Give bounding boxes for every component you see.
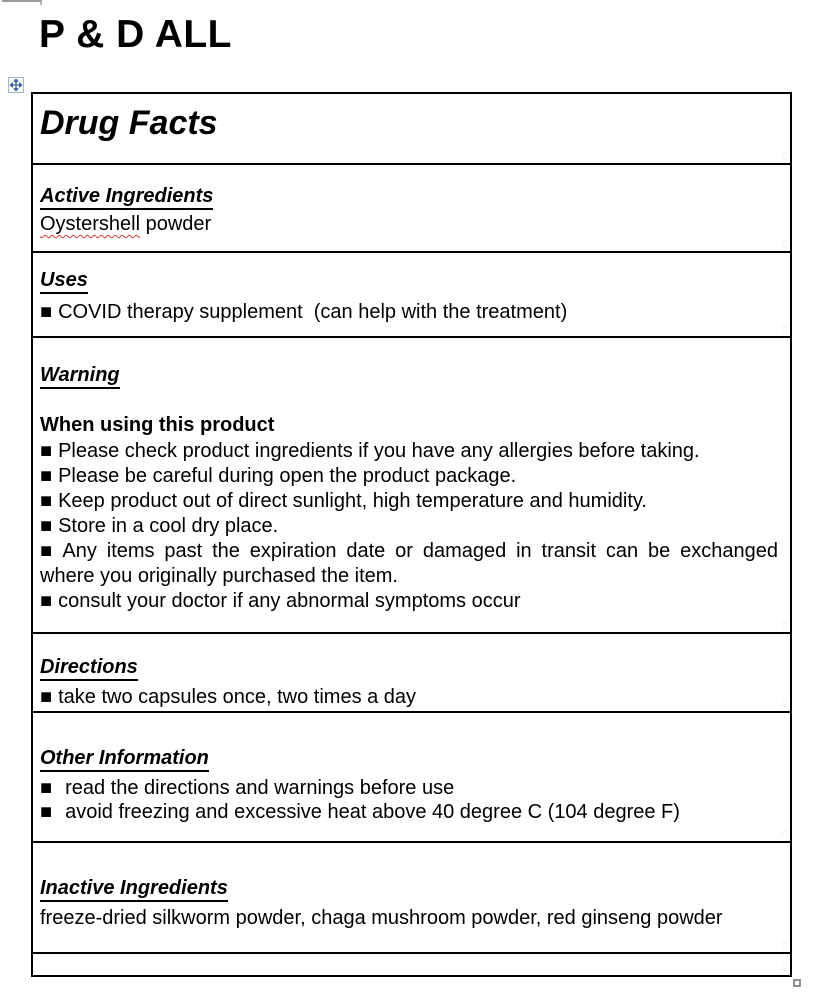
inactive-ingredients-section (33, 843, 790, 954)
uses-item: ■ COVID therapy supplement (can help with the treatment) (40, 301, 568, 323)
warning-heading: Warning (40, 364, 778, 389)
square-bullet-icon: ■ (40, 490, 53, 512)
warning-subheading: When using this product (40, 414, 275, 436)
other-information-heading: Other Information (40, 747, 778, 772)
warning-section (33, 338, 790, 634)
page-title: P & D ALL (39, 13, 233, 56)
empty-bottom-row (33, 954, 790, 975)
drug-facts-title: Drug Facts (40, 104, 218, 142)
misspelled-word: Oystershell (40, 213, 141, 235)
end-of-cell-mark (782, 830, 787, 837)
square-bullet-icon: ■ (40, 465, 53, 487)
active-ingredients-section (33, 165, 790, 253)
table-resize-handle[interactable] (793, 979, 801, 987)
inactive-ingredients-value: freeze-dried silkworm powder, chaga mushroom powder, red ginseng powder (40, 907, 723, 929)
other-information-bullet: ■ avoid freezing and excessive heat above 40 degree C (104 degree F) (40, 801, 680, 823)
end-of-cell-mark (782, 325, 787, 332)
drug-facts-table (31, 92, 792, 977)
move-cross-icon (10, 79, 22, 91)
square-bullet-icon: ■ (40, 590, 53, 612)
warning-bullet: ■ consult your doctor if any abnormal symptoms occur (40, 590, 521, 612)
square-bullet-icon: ■ (40, 801, 53, 823)
warning-bullet: ■ Please check product ingredients if you have any allergies before taking. (40, 440, 700, 462)
warning-bullet: ■ Keep product out of direct sunlight, high temperature and humidity. (40, 490, 647, 512)
square-bullet-icon: ■ (40, 540, 57, 562)
table-move-handle-icon[interactable] (8, 77, 24, 93)
directions-item: ■ take two capsules once, two times a day (40, 686, 417, 708)
end-of-cell-mark (782, 700, 787, 707)
square-bullet-icon: ■ (40, 686, 53, 708)
cutoff-ui-fragment (2, 0, 42, 5)
directions-heading: Directions (40, 656, 778, 681)
active-ingredient-value: Oystershell powder (40, 213, 212, 235)
other-information-section (33, 713, 790, 843)
warning-bullet: ■ Please be careful during open the product package. (40, 465, 517, 487)
square-bullet-icon: ■ (40, 440, 53, 462)
square-bullet-icon: ■ (40, 515, 53, 537)
warning-bullet: ■ Store in a cool dry place. (40, 515, 279, 537)
end-of-cell-mark (782, 152, 787, 159)
active-ingredients-heading: Active Ingredients (40, 185, 778, 210)
warning-bullet-wrapping: ■ Any items past the expiration date or damaged in transit can be exchanged where you originally purchased the item. (40, 540, 778, 587)
end-of-cell-mark (782, 240, 787, 247)
end-of-cell-mark (782, 621, 787, 628)
inactive-ingredients-heading: Inactive Ingredients (40, 877, 778, 902)
drug-facts-title-row (33, 94, 790, 165)
uses-section (33, 253, 790, 338)
uses-heading: Uses (40, 269, 778, 294)
square-bullet-icon: ■ (40, 777, 53, 799)
directions-section (33, 634, 790, 713)
other-information-bullet: ■ read the directions and warnings before use (40, 777, 455, 799)
end-of-cell-mark (782, 941, 787, 948)
end-of-cell-mark (782, 964, 787, 971)
square-bullet-icon: ■ (40, 301, 53, 323)
